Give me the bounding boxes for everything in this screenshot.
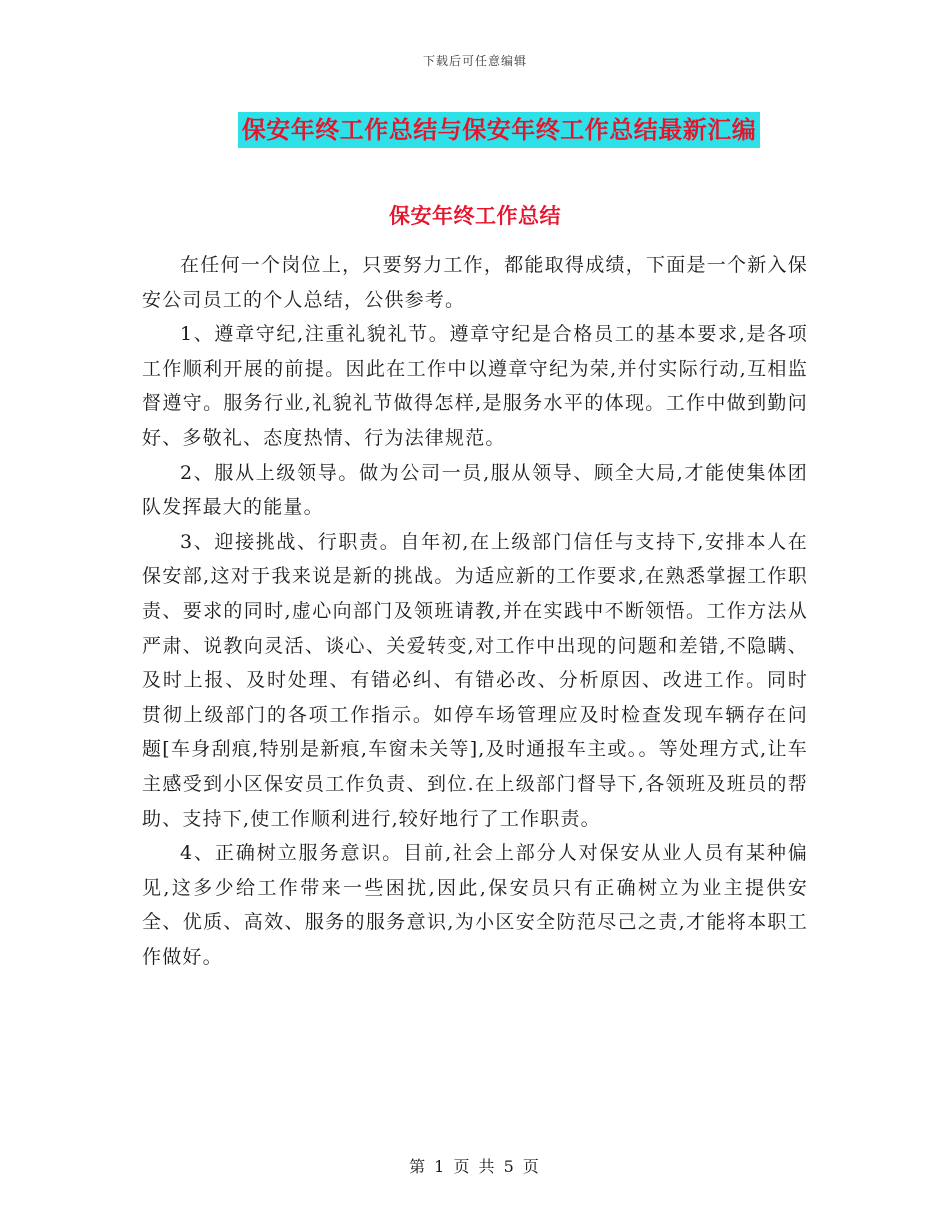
- document-body: [142, 248, 808, 974]
- paragraph-intro: 在任何一个岗位上，只要努力工作，都能取得成绩，下面是一个新入保安公司员工的个人总结，公供参考。: [142, 254, 808, 311]
- paragraph-4: 4、正确树立服务意识。目前,社会上部分人对保安从业人员有某种偏见,这多少给工作带来一些困扰,因此,保安员只有正确树立为业主提供安全、优质、高效、服务的服务意识,为小区安全防范尽己之责,才能将本职工作做好。: [142, 842, 808, 968]
- page-footer-number: 第 1 页 共 5 页: [409, 1157, 541, 1176]
- main-title: 保安年终工作总结与保安年终工作总结最新汇编: [238, 112, 761, 148]
- paragraph-2: 2、服从上级领导。做为公司一员,服从领导、顾全大局,才能使集体团队发挥最大的能量。: [142, 461, 808, 519]
- section-title: 保安年终工作总结: [389, 203, 561, 228]
- page-header-note: 下载后可任意编辑: [422, 54, 527, 68]
- paragraph-1: 1、遵章守纪,注重礼貌礼节。遵章守纪是合格员工的基本要求,是各项工作顺利开展的前提。因此在工作中以遵章守纪为荣,并付实际行动,互相监督遵守。服务行业,礼貌礼节做得怎样,是服务水平的体现。工作中做到勤问好、多敬礼、态度热情、行为法律规范。: [142, 323, 808, 449]
- main-title-container: [0, 112, 950, 148]
- paragraph-3: 3、迎接挑战、行职责。自年初,在上级部门信任与支持下,安排本人在保安部,这对于我来说是新的挑战。为适应新的工作要求,在熟悉掌握工作职责、要求的同时,虚心向部门及领班请教,并在实践中不断领悟。工作方法从严肃、说教向灵活、谈心、关爱转变,对工作中出现的问题和差错,不隐瞒、及时上报、及时处理、有错必纠、有错必改、分析原因、改进工作。同时贯彻上级部门的各项工作指示。如停车场管理应及时检查发现车辆存在问题[车身刮痕,特别是新痕,车窗未关等],及时通报车主或。。等处理方式,让车主感受到小区保安员工作负责、到位.在上级部门督导下,各领班及班员的帮助、支持下,使工作顺利进行,较好地行了工作职责。: [142, 530, 808, 830]
